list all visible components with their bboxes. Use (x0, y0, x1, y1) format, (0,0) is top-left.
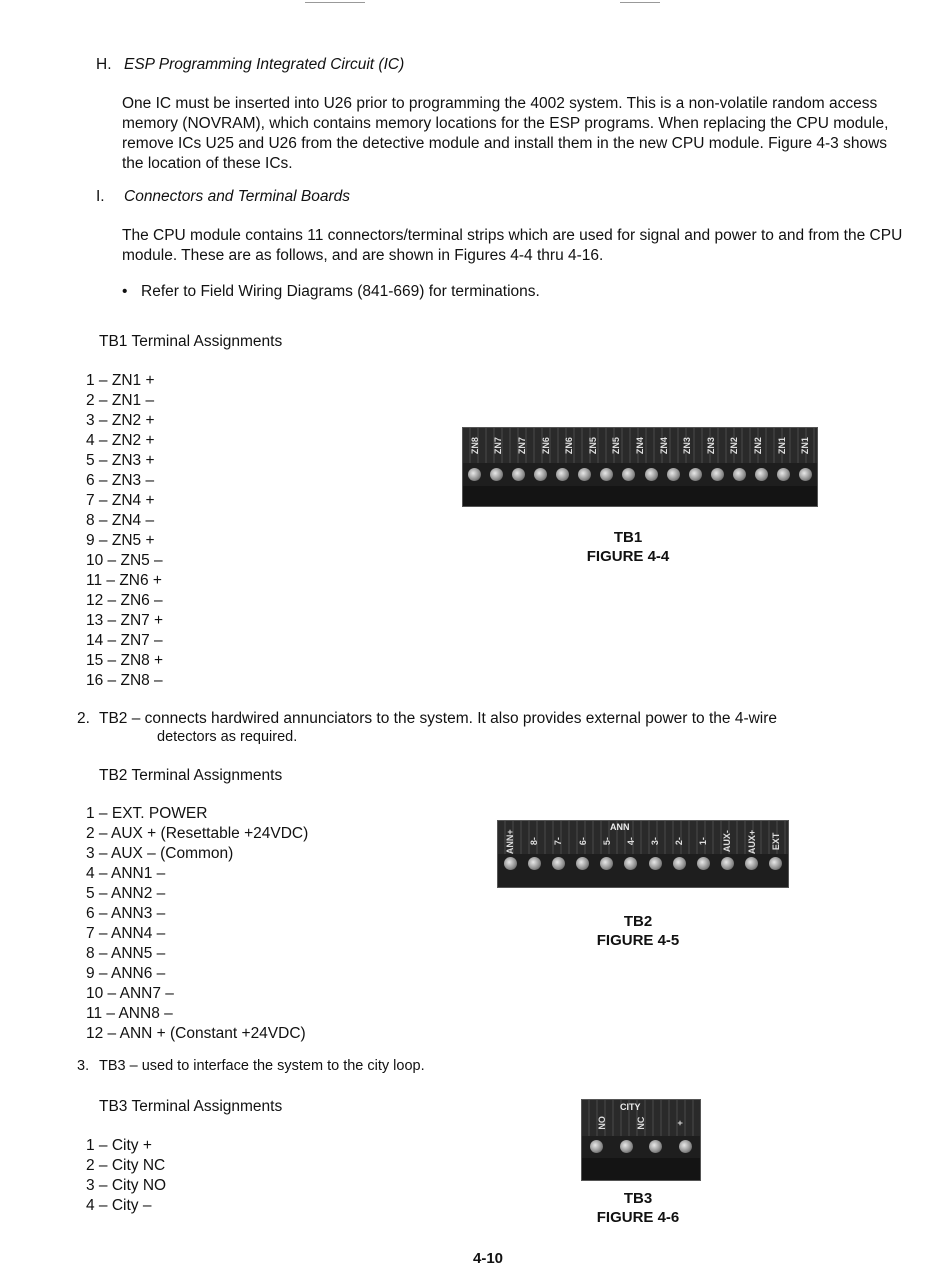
section-i-title: Connectors and Terminal Boards (124, 188, 351, 205)
screw-icon (468, 468, 481, 481)
screw-icon (769, 857, 782, 870)
section-i-heading (96, 188, 350, 206)
screw-icon (490, 468, 503, 481)
list-item: 3 – ZN2 + (86, 412, 155, 429)
list-item: 2 – ZN1 – (86, 392, 155, 409)
tb1-base (463, 486, 817, 506)
terminal-mark: ZN3 (705, 437, 716, 455)
tb1-labels (463, 428, 817, 463)
list-item: 6 – ZN3 – (86, 472, 155, 489)
list-item: 1 – City + (86, 1137, 152, 1154)
list-item: 1 – ZN1 + (86, 372, 155, 389)
terminal-mark: 1- (698, 837, 709, 846)
screw-icon (528, 857, 541, 870)
screw-icon (600, 468, 613, 481)
tb2-intro-line1: TB2 – connects hardwired annunciators to the system. It also provides external power to the 4-wire (99, 710, 778, 727)
tb3-base (582, 1158, 700, 1180)
list-item: 2 – AUX + (Resettable +24VDC) (86, 825, 309, 842)
list-item: 4 – ZN2 + (86, 432, 155, 449)
screw-icon (689, 468, 702, 481)
screw-icon (679, 1140, 692, 1153)
list-item: 3 – AUX – (Common) (86, 845, 234, 862)
terminal-mark: EXT (770, 832, 781, 851)
terminal-mark: ZN6 (540, 437, 551, 455)
screw-icon (711, 468, 724, 481)
list-item: 4 – City – (86, 1197, 152, 1214)
tb1-terminal-photo (462, 427, 818, 507)
list-item: 7 – ZN4 + (86, 492, 155, 509)
terminal-mark: NC (635, 1116, 646, 1130)
list-item: 1 – EXT. POWER (86, 805, 208, 822)
screw-icon (578, 468, 591, 481)
screw-icon (622, 468, 635, 481)
tb1-screws (463, 463, 817, 486)
screw-icon (799, 468, 812, 481)
terminal-mark: ZN2 (752, 437, 763, 455)
terminal-mark: ZN5 (611, 437, 622, 455)
top-rule (620, 2, 660, 3)
terminal-mark: 5- (601, 837, 612, 846)
item-number: 3. (77, 1058, 90, 1074)
list-item: 16 – ZN8 – (86, 672, 163, 689)
list-item: 3 – City NO (86, 1177, 167, 1194)
list-item: 6 – ANN3 – (86, 905, 166, 922)
tb3-list (86, 1136, 166, 1216)
list-item: 11 – ANN8 – (86, 1005, 173, 1022)
bullet-text: Refer to Field Wiring Diagrams (841-669) for terminations. (141, 283, 540, 300)
list-item: 10 – ANN7 – (86, 985, 174, 1002)
tb3-figure-caption (563, 1189, 713, 1227)
list-item: 5 – ANN2 – (86, 885, 166, 902)
tb1-figure-caption (553, 528, 703, 566)
tb2-intro (77, 709, 877, 729)
terminal-mark: 7- (553, 837, 564, 846)
figure-number: FIGURE 4-4 (586, 548, 670, 565)
screw-icon (576, 857, 589, 870)
screw-icon (552, 857, 565, 870)
top-rule (305, 2, 365, 3)
terminal-mark: NO (596, 1116, 607, 1130)
tb2-terminal-photo (497, 820, 789, 888)
page-number: 4-10 (473, 1250, 504, 1267)
bullet-icon: • (122, 283, 128, 300)
figure-label: TB2 (623, 913, 653, 930)
screw-icon (590, 1140, 603, 1153)
tb3-heading: TB3 Terminal Assignments (99, 1098, 283, 1115)
screw-icon (556, 468, 569, 481)
tb3-terminal-photo (581, 1099, 701, 1181)
terminal-mark: ZN4 (634, 437, 645, 455)
tb3-intro-line: TB3 – used to interface the system to the city loop. (99, 1058, 425, 1074)
figure-label: TB3 (623, 1190, 653, 1207)
tb2-heading: TB2 Terminal Assignments (99, 767, 283, 784)
list-item: 10 – ZN5 – (86, 552, 163, 569)
section-h-body: One IC must be inserted into U26 prior to programming the 4002 system. This is a non-volatile random access memory (NOVRAM), which contains memory locations for the ESP programs. When replacing the CPU module, remove ICs U25 and U26 from the detective module and install them in the new CPU module. Figure 4-3 shows the location of these ICs. (122, 95, 889, 172)
screw-icon (512, 468, 525, 481)
screw-icon (755, 468, 768, 481)
tb2-list (86, 804, 308, 1044)
section-h-letter: H. (96, 56, 112, 73)
tb3-screws (582, 1136, 700, 1158)
tb2-figure-caption (563, 912, 713, 950)
terminal-mark: ANN+ (505, 829, 516, 854)
screw-icon (649, 857, 662, 870)
terminal-mark: ZN2 (729, 437, 740, 455)
screw-icon (721, 857, 734, 870)
list-item: 2 – City NC (86, 1157, 166, 1174)
screw-icon (777, 468, 790, 481)
terminal-mark: ZN6 (564, 437, 575, 455)
terminal-mark: 2- (674, 837, 685, 846)
screw-icon (745, 857, 758, 870)
terminal-mark: 8- (529, 837, 540, 846)
terminal-mark: AUX+ (746, 829, 757, 854)
section-h-title: ESP Programming Integrated Circuit (IC) (124, 56, 405, 73)
tb1-heading: TB1 Terminal Assignments (99, 333, 283, 350)
screw-icon (645, 468, 658, 481)
list-item: 9 – ZN5 + (86, 532, 155, 549)
terminal-mark: 4- (625, 837, 636, 846)
terminal-mark: ZN1 (800, 437, 811, 455)
terminal-mark: ZN7 (493, 437, 504, 455)
terminal-mark: ZN1 (776, 437, 787, 455)
tb3-labels (582, 1100, 700, 1136)
terminal-mark: ZN5 (587, 437, 598, 455)
ann-board-text: ANN (610, 822, 630, 832)
terminal-mark: AUX- (722, 830, 733, 853)
screw-icon (667, 468, 680, 481)
city-board-text: CITY (620, 1102, 641, 1112)
section-i-letter: I. (96, 188, 105, 205)
terminal-mark: ZN4 (658, 437, 669, 455)
list-item: 11 – ZN6 + (86, 572, 162, 589)
list-item: 7 – ANN4 – (86, 925, 166, 942)
terminal-mark: 3- (650, 837, 661, 846)
screw-icon (697, 857, 710, 870)
figure-number: FIGURE 4-5 (596, 932, 680, 949)
section-i-bullet (122, 282, 882, 302)
list-item: 13 – ZN7 + (86, 612, 164, 629)
list-item: 4 – ANN1 – (86, 865, 166, 882)
terminal-mark: + (675, 1120, 686, 1126)
item-number: 2. (77, 710, 90, 727)
screw-icon (534, 468, 547, 481)
terminal-mark: ZN7 (516, 437, 527, 455)
list-item: 8 – ANN5 – (86, 945, 166, 962)
section-h-heading (96, 56, 404, 74)
terminal-mark: ZN3 (682, 437, 693, 455)
list-item: 5 – ZN3 + (86, 452, 155, 469)
tb2-labels (498, 821, 788, 854)
list-item: 12 – ANN + (Constant +24VDC) (86, 1025, 306, 1042)
list-item: 12 – ZN6 – (86, 592, 163, 609)
tb3-intro (77, 1058, 425, 1074)
list-item: 9 – ANN6 – (86, 965, 166, 982)
list-item: 15 – ZN8 + (86, 652, 164, 669)
screw-icon (624, 857, 637, 870)
tb2-intro-line2: detectors as required. (157, 729, 298, 745)
section-i-body: The CPU module contains 11 connectors/terminal strips which are used for signal and power to and from the CPU module. These are as follows, and are shown in Figures 4-4 thru 4-16. (122, 227, 903, 264)
list-item: 8 – ZN4 – (86, 512, 155, 529)
screw-icon (733, 468, 746, 481)
figure-label: TB1 (613, 529, 643, 546)
screw-icon (673, 857, 686, 870)
tb1-list (86, 371, 163, 691)
tb2-screws (498, 854, 788, 874)
terminal-mark: ZN8 (469, 437, 480, 455)
screw-icon (504, 857, 517, 870)
screw-icon (600, 857, 613, 870)
list-item: 14 – ZN7 – (86, 632, 163, 649)
screw-icon (620, 1140, 633, 1153)
terminal-mark: 6- (577, 837, 588, 846)
figure-number: FIGURE 4-6 (596, 1209, 680, 1226)
screw-icon (649, 1140, 662, 1153)
